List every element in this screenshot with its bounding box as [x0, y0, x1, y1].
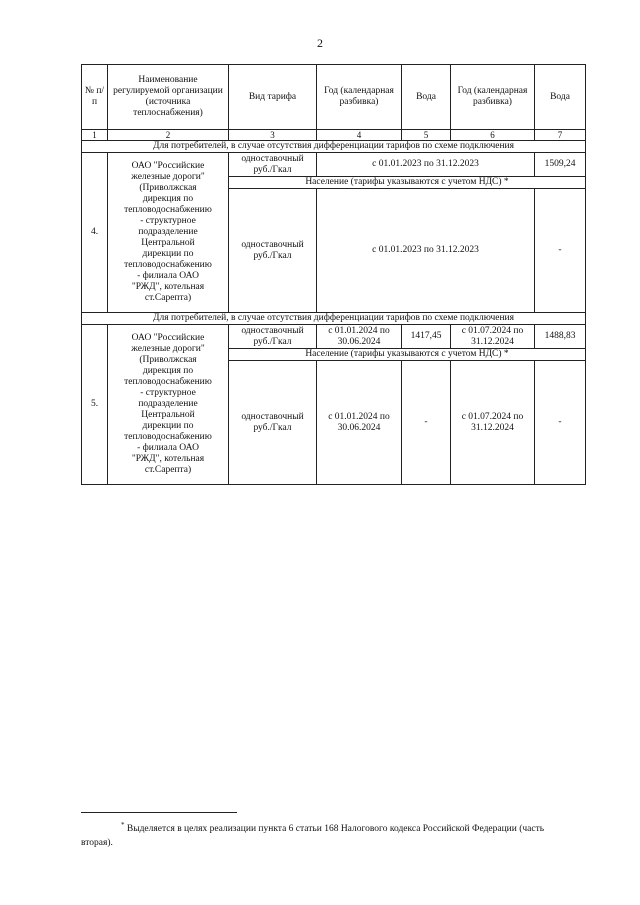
tariff-type: одноставочный руб./Гкал: [229, 189, 317, 313]
page-number: 2: [317, 36, 323, 50]
water-value: 1417,45: [402, 325, 451, 349]
header-water-1: Вода: [402, 65, 451, 130]
footnote: [81, 818, 577, 850]
table-row: [82, 153, 586, 177]
water-value: 1509,24: [535, 153, 586, 177]
water-value: 1488,83: [535, 325, 586, 349]
organization-name: ОАО "Российские железные дороги" (Приволжская дирекция по тепловодоснабжению - структурное подразделение Центральной дирекции по тепловодоснабжению - филиала ОАО "РЖД", котельная ст.Сарепта): [108, 153, 229, 313]
header-water-2: Вода: [535, 65, 586, 130]
column-index: 4: [317, 130, 402, 141]
column-index-row: [82, 130, 586, 141]
water-value: -: [402, 361, 451, 485]
section-population-label: Население (тарифы указываются с учетом НДС) *: [229, 177, 586, 189]
water-value: -: [535, 361, 586, 485]
header-num: № п/п: [82, 65, 108, 130]
period: с 01.07.2024 по 31.12.2024: [451, 361, 535, 485]
column-index: 6: [451, 130, 535, 141]
column-index: 5: [402, 130, 451, 141]
header-tariff-type: Вид тарифа: [229, 65, 317, 130]
period: с 01.01.2023 по 31.12.2023: [317, 153, 535, 177]
footnote-text: Выделяется в целях реализации пункта 6 статьи 168 Налогового кодекса Российской Федерации (часть вторая).: [81, 824, 545, 849]
section-population-label: Население (тарифы указываются с учетом НДС) *: [229, 349, 586, 361]
footnote-marker: *: [121, 821, 125, 829]
tariff-type: одноставочный руб./Гкал: [229, 361, 317, 485]
section-consumers-label: Для потребителей, в случае отсутствия дифференциации тарифов по схеме подключения: [82, 313, 586, 325]
period: с 01.01.2024 по 30.06.2024: [317, 325, 402, 349]
water-value: -: [535, 189, 586, 313]
header-row: [82, 65, 586, 130]
section-consumers-label: Для потребителей, в случае отсутствия дифференциации тарифов по схеме подключения: [82, 141, 586, 153]
footnote-divider: [81, 812, 237, 813]
column-index: 7: [535, 130, 586, 141]
header-period-2: Год (календарная разбивка): [451, 65, 535, 130]
section-consumers-row: [82, 313, 586, 325]
column-index: 3: [229, 130, 317, 141]
tariff-table: [81, 64, 586, 485]
period: с 01.07.2024 по 31.12.2024: [451, 325, 535, 349]
row-number: 5.: [82, 325, 108, 485]
tariff-type: одноставочный руб./Гкал: [229, 325, 317, 349]
header-organization: Наименование регулируемой организации (источника теплоснабжения): [108, 65, 229, 130]
period: с 01.01.2024 по 30.06.2024: [317, 361, 402, 485]
table-row: [82, 325, 586, 349]
row-number: 4.: [82, 153, 108, 313]
tariff-type: одноставочный руб./Гкал: [229, 153, 317, 177]
column-index: 1: [82, 130, 108, 141]
header-period-1: Год (календарная разбивка): [317, 65, 402, 130]
section-consumers-row: [82, 141, 586, 153]
period: с 01.01.2023 по 31.12.2023: [317, 189, 535, 313]
column-index: 2: [108, 130, 229, 141]
organization-name: ОАО "Российские железные дороги" (Приволжская дирекция по тепловодоснабжению - структурное подразделение Центральной дирекции по тепловодоснабжению - филиала ОАО "РЖД", котельная ст.Сарепта): [108, 325, 229, 485]
